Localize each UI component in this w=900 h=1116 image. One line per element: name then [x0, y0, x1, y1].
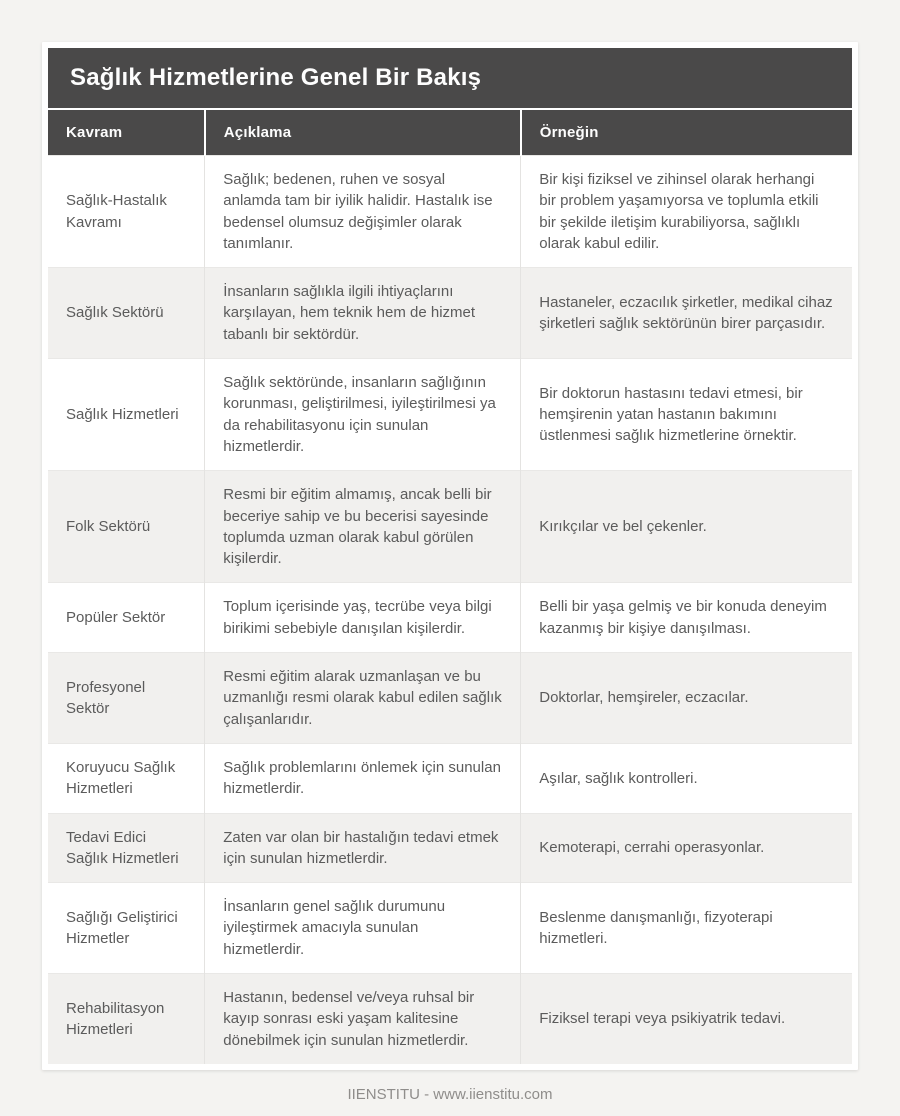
- cell-kavram: Popüler Sektör: [48, 583, 205, 653]
- health-services-table: [48, 110, 852, 1064]
- cell-kavram: Profesyonel Sektör: [48, 653, 205, 744]
- column-header-ornegin: Örneğin: [521, 110, 852, 156]
- cell-aciklama: Sağlık sektöründe, insanların sağlığının korunması, geliştirilmesi, iyileştirilmesi ya da rehabilitasyonu için sunulan hizmetlerdir.: [205, 359, 521, 471]
- cell-kavram: Sağlık Hizmetleri: [48, 359, 205, 471]
- cell-ornegin: Hastaneler, eczacılık şirketler, medikal cihaz şirketleri sağlık sektörünün birer parçasıdır.: [521, 268, 852, 359]
- table-row: [48, 268, 852, 359]
- table-title-bar: [48, 48, 852, 108]
- cell-ornegin: Fiziksel terapi veya psikiyatrik tedavi.: [521, 974, 852, 1064]
- cell-kavram: Koruyucu Sağlık Hizmetleri: [48, 743, 205, 813]
- cell-ornegin: Kırıkçılar ve bel çekenler.: [521, 471, 852, 583]
- table-row: [48, 359, 852, 471]
- cell-aciklama: Resmi eğitim alarak uzmanlaşan ve bu uzmanlığı resmi olarak kabul edilen sağlık çalışanlarıdır.: [205, 653, 521, 744]
- column-header-aciklama: Açıklama: [205, 110, 521, 156]
- cell-aciklama: Sağlık; bedenen, ruhen ve sosyal anlamda tam bir iyilik halidir. Hastalık ise bedensel olumsuz değişimler olarak tanımlanır.: [205, 156, 521, 268]
- cell-ornegin: Belli bir yaşa gelmiş ve bir konuda deneyim kazanmış bir kişiye danışılması.: [521, 583, 852, 653]
- cell-ornegin: Aşılar, sağlık kontrolleri.: [521, 743, 852, 813]
- cell-aciklama: Hastanın, bedensel ve/veya ruhsal bir kayıp sonrası eski yaşam kalitesine dönebilmek için sunulan hizmetlerdir.: [205, 974, 521, 1064]
- cell-ornegin: Doktorlar, hemşireler, eczacılar.: [521, 653, 852, 744]
- cell-ornegin: Bir doktorun hastasını tedavi etmesi, bir hemşirenin yatan hastanın bakımını üstlenmesi sağlık hizmetlerine örnektir.: [521, 359, 852, 471]
- cell-kavram: Sağlık-Hastalık Kavramı: [48, 156, 205, 268]
- table-row: [48, 974, 852, 1064]
- cell-aciklama: Resmi bir eğitim almamış, ancak belli bir beceriye sahip ve bu becerisi sayesinde toplumda uzman olarak kabul görülen kişilerdir.: [205, 471, 521, 583]
- table-row: [48, 471, 852, 583]
- cell-kavram: Sağlığı Geliştirici Hizmetler: [48, 883, 205, 974]
- table-row: [48, 583, 852, 653]
- cell-aciklama: Zaten var olan bir hastalığın tedavi etmek için sunulan hizmetlerdir.: [205, 813, 521, 883]
- cell-kavram: Sağlık Sektörü: [48, 268, 205, 359]
- table-row: [48, 883, 852, 974]
- table-row: [48, 156, 852, 268]
- page-title: Sağlık Hizmetlerine Genel Bir Bakış: [70, 64, 482, 91]
- column-header-kavram: Kavram: [48, 110, 205, 156]
- cell-aciklama: Sağlık problemlarını önlemek için sunulan hizmetlerdir.: [205, 743, 521, 813]
- cell-aciklama: İnsanların sağlıkla ilgili ihtiyaçlarını karşılayan, hem teknik hem de hizmet tabanlı bir sektördür.: [205, 268, 521, 359]
- footer-text: IIENSTITU - www.iienstitu.com: [347, 1085, 553, 1103]
- table-card: [42, 42, 858, 1070]
- cell-aciklama: İnsanların genel sağlık durumunu iyileştirmek amacıyla sunulan hizmetlerdir.: [205, 883, 521, 974]
- cell-aciklama: Toplum içerisinde yaş, tecrübe veya bilgi birikimi sebebiyle danışılan kişilerdir.: [205, 583, 521, 653]
- table-header-row: [48, 110, 852, 156]
- cell-kavram: Tedavi Edici Sağlık Hizmetleri: [48, 813, 205, 883]
- table-row: [48, 653, 852, 744]
- cell-kavram: Rehabilitasyon Hizmetleri: [48, 974, 205, 1064]
- cell-kavram: Folk Sektörü: [48, 471, 205, 583]
- table-body: [48, 156, 852, 1064]
- table-row: [48, 813, 852, 883]
- cell-ornegin: Kemoterapi, cerrahi operasyonlar.: [521, 813, 852, 883]
- cell-ornegin: Bir kişi fiziksel ve zihinsel olarak herhangi bir problem yaşamıyorsa ve toplumla etkili bir şekilde iletişim kurabiliyorsa, sağlıklı olarak kabul edilir.: [521, 156, 852, 268]
- cell-ornegin: Beslenme danışmanlığı, fizyoterapi hizmetleri.: [521, 883, 852, 974]
- table-row: [48, 743, 852, 813]
